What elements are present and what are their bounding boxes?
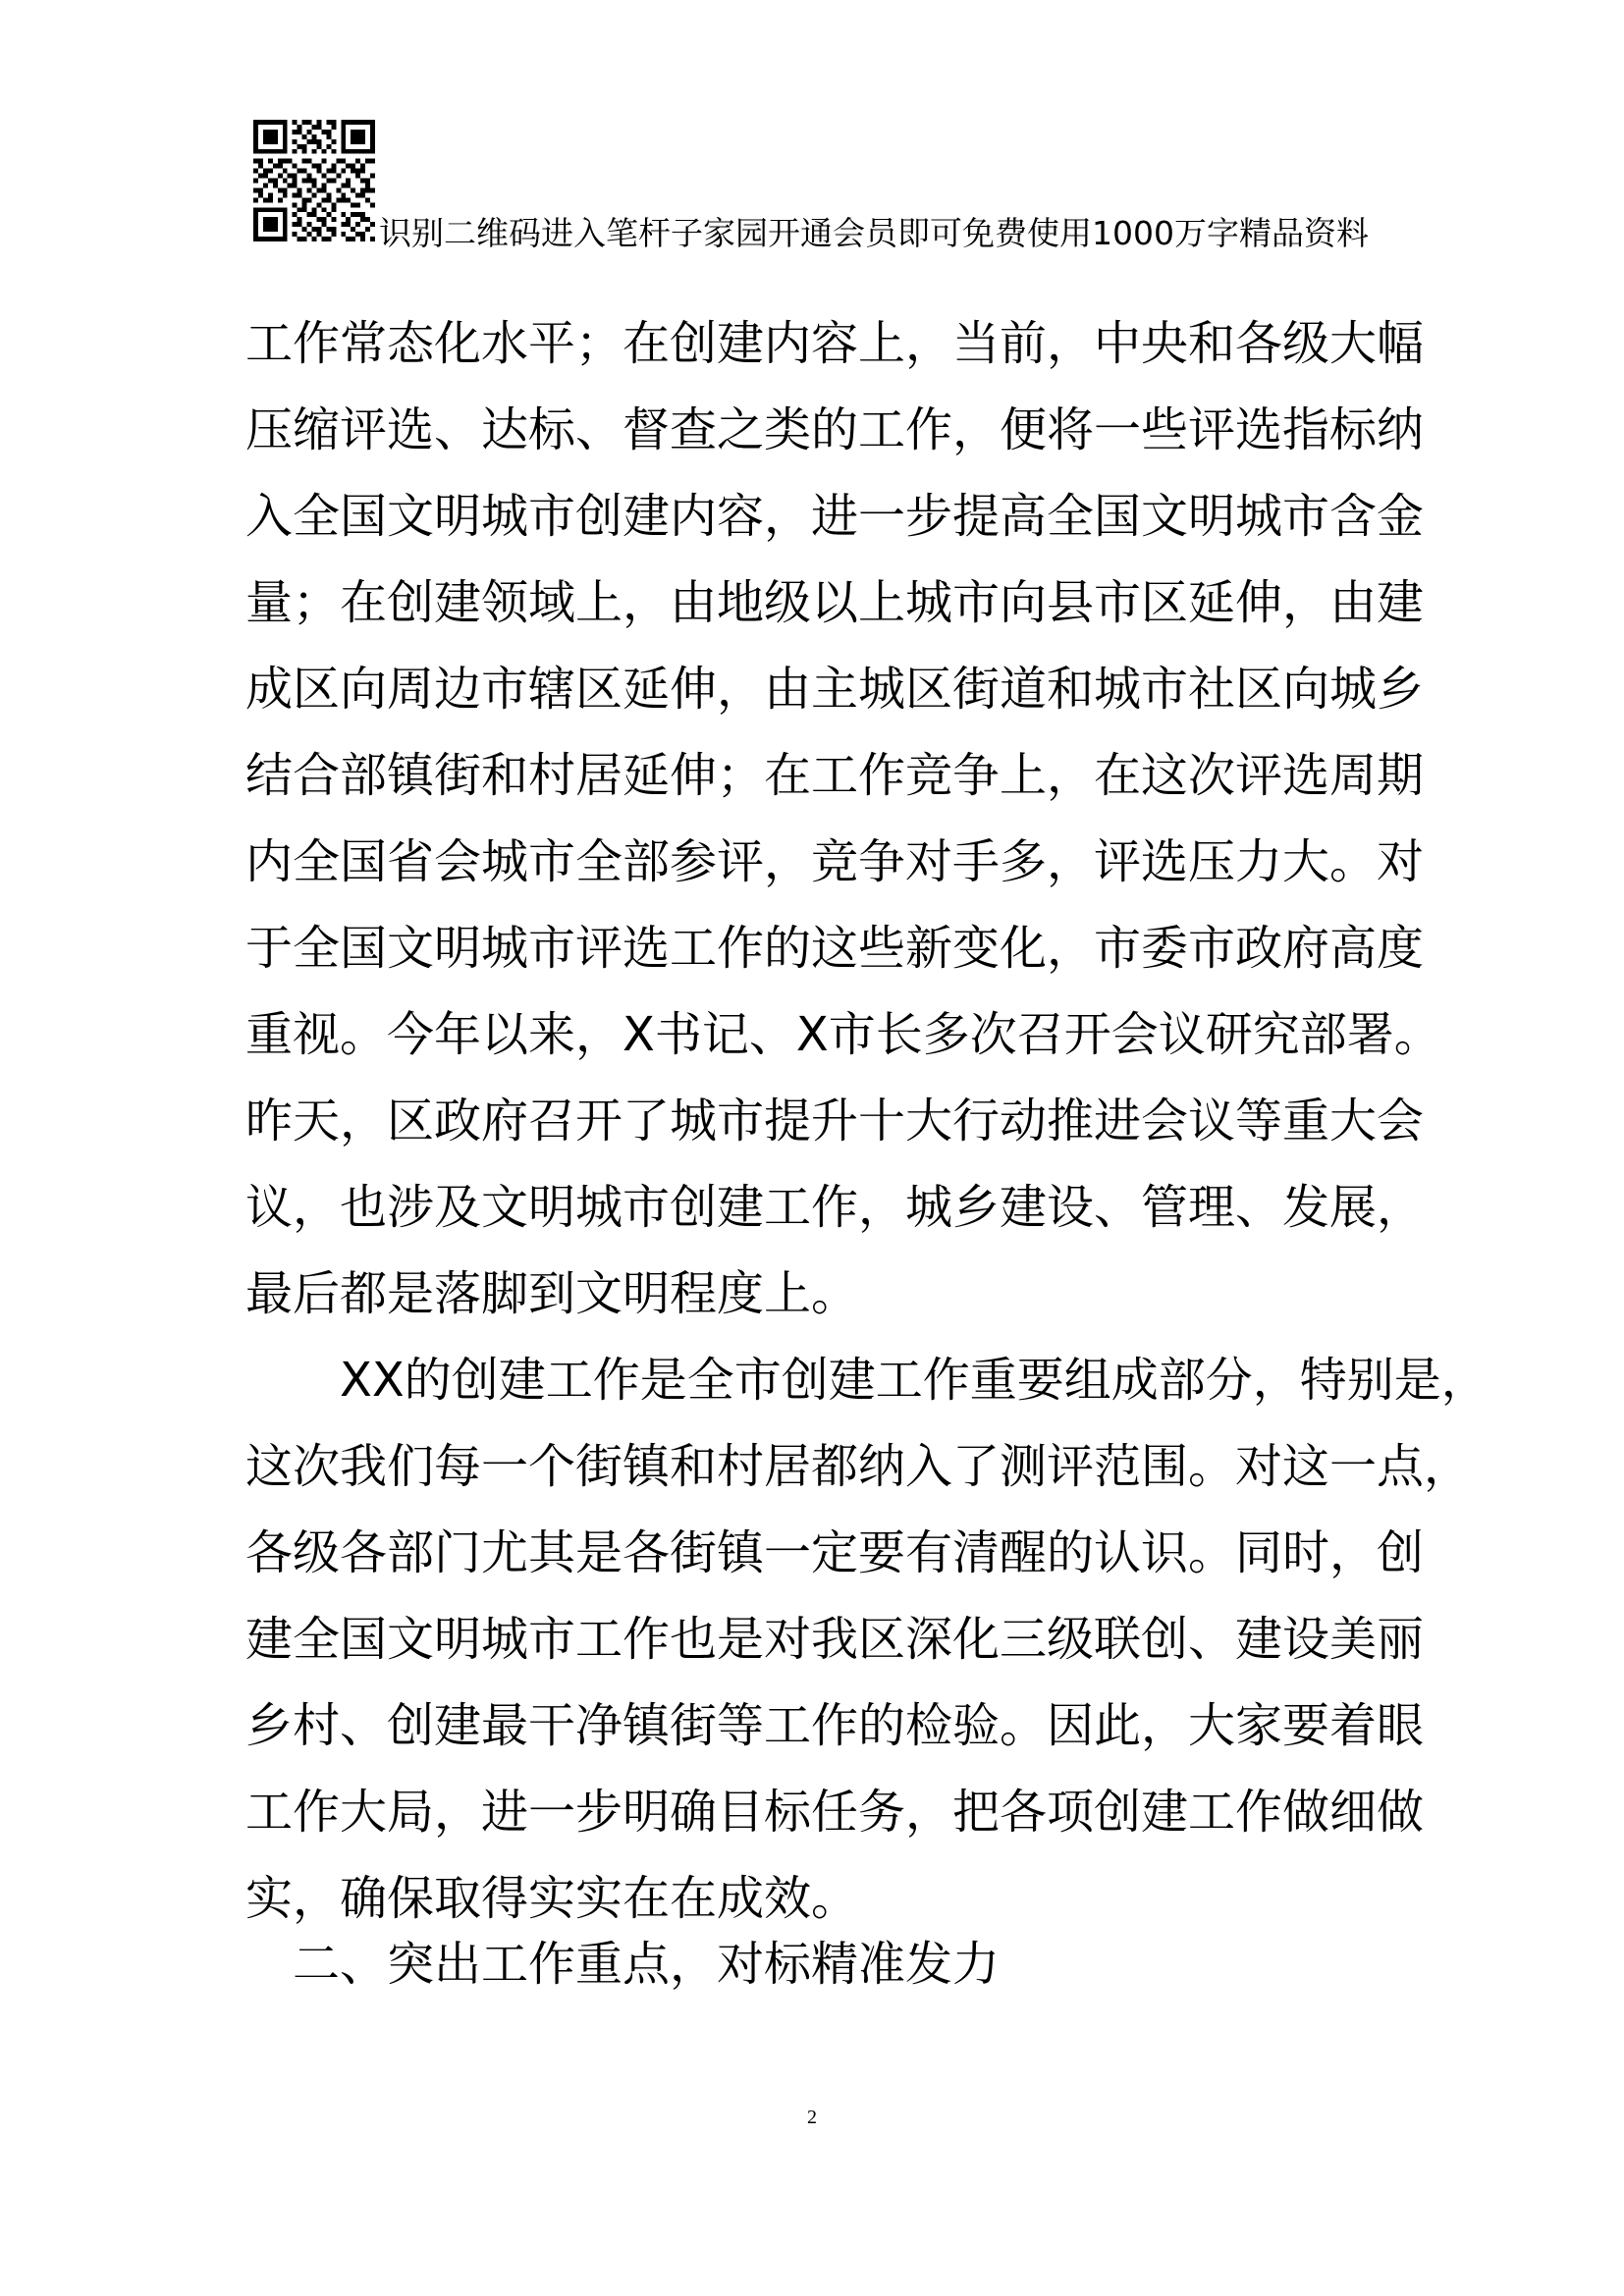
text-line: 成区向周边市辖区延伸，由主城区街道和城市社区向城乡 bbox=[245, 662, 1425, 717]
text-line: 结合部镇街和村居延伸；在工作竞争上，在这次评选周期 bbox=[245, 748, 1425, 803]
text-line: 量；在创建领域上，由地级以上城市向县市区延伸，由建 bbox=[245, 575, 1425, 630]
body-text bbox=[245, 300, 1489, 1942]
text-line: XX的创建工作是全市创建工作重要组成部分，特别是， bbox=[245, 1353, 1489, 1408]
section-heading: 二、突出工作重点，对标精准发力 bbox=[293, 1937, 1001, 1992]
qr-code-icon bbox=[253, 120, 375, 241]
text-line: 这次我们每一个街镇和村居都纳入了测评范围。对这一点， bbox=[245, 1439, 1472, 1494]
text-line: 昨天，区政府召开了城市提升十大行动推进会议等重大会 bbox=[245, 1094, 1425, 1148]
promo-text: 识别二维码进入笔杆子家园开通会员即可免费使用1000万字精品资料 bbox=[379, 214, 1369, 252]
text-line: 压缩评选、达标、督查之类的工作，便将一些评选指标纳 bbox=[245, 402, 1425, 457]
text-line: 入全国文明城市创建内容，进一步提高全国文明城市含金 bbox=[245, 489, 1425, 544]
text-line: 实，确保取得实实在在成效。 bbox=[245, 1871, 859, 1926]
text-line: 工作常态化水平；在创建内容上，当前，中央和各级大幅 bbox=[245, 316, 1425, 371]
text-line: 各级各部门尤其是各街镇一定要有清醒的认识。同时，创 bbox=[245, 1525, 1425, 1580]
text-line: 建全国文明城市工作也是对我区深化三级联创、建设美丽 bbox=[245, 1612, 1425, 1667]
page-number: 2 bbox=[807, 2107, 817, 2128]
text-line: 工作大局，进一步明确目标任务，把各项创建工作做细做 bbox=[245, 1785, 1425, 1840]
text-line: 内全国省会城市全部参评，竞争对手多，评选压力大。对 bbox=[245, 834, 1425, 889]
page-header bbox=[253, 120, 1392, 257]
text-line: 最后都是落脚到文明程度上。 bbox=[245, 1266, 859, 1321]
text-line: 重视。今年以来，X书记、X市长多次召开会议研究部署。 bbox=[245, 1007, 1441, 1062]
text-line: 议，也涉及文明城市创建工作，城乡建设、管理、发展， bbox=[245, 1180, 1425, 1235]
text-line: 乡村、创建最干净镇街等工作的检验。因此，大家要着眼 bbox=[245, 1698, 1425, 1753]
text-line: 于全国文明城市评选工作的这些新变化，市委市政府高度 bbox=[245, 921, 1425, 976]
